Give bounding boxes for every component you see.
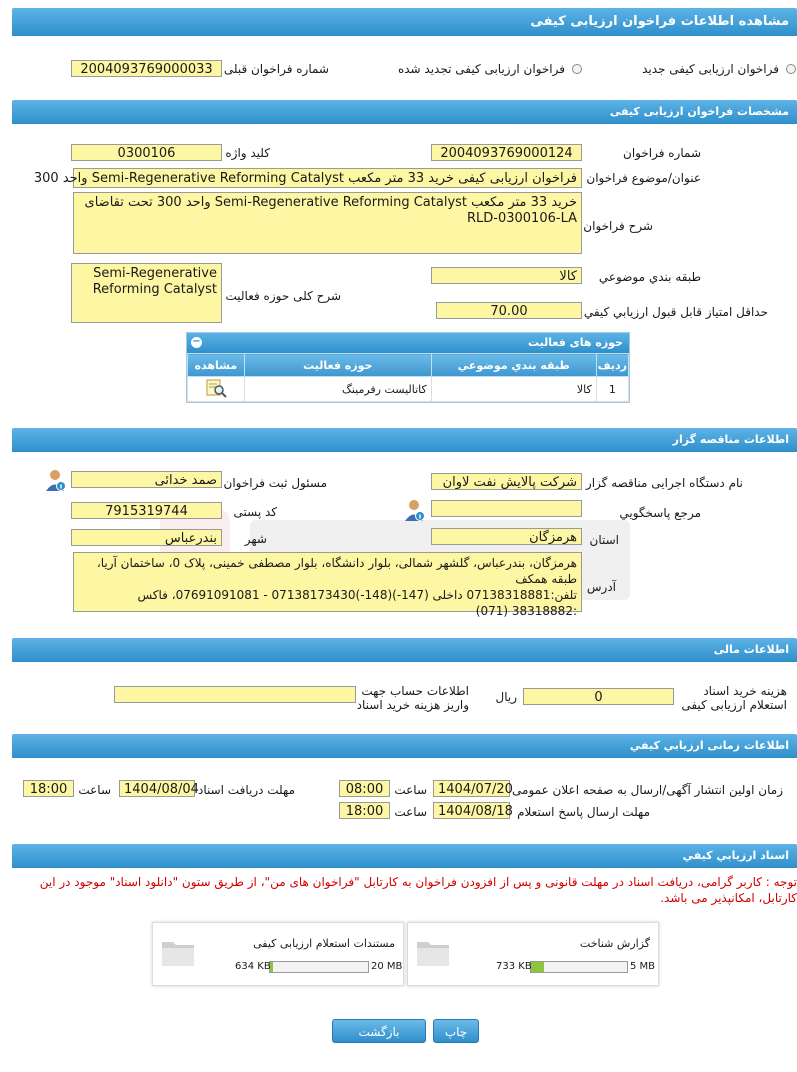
category-field: کالا [431,267,582,284]
col-view: مشاهده [188,354,245,377]
prev-call-number-field: 2004093769000033 [71,60,222,77]
postal-code-field: 7915319744 [71,502,222,519]
folder-icon [416,937,450,967]
table-row [188,377,629,402]
publish-time-label: ساعت [394,783,427,797]
row-activity: کاتالیست رفرمینگ [244,377,431,402]
fee-label-line-2: استعلام ارزیابی کیفی [681,698,787,712]
reply-time-label: ساعت [394,805,427,819]
row-category: کالا [431,377,596,402]
city-label: شهر [244,532,267,546]
call-number-field: 2004093769000124 [431,144,582,161]
address-line-2: تلفن:07138318881 داخلی (147-)(148-)07138173430 - 07691091081، فاکس :38318882 (071) [137,588,577,618]
activity-table-header [187,333,629,353]
account-info-label [357,684,469,712]
file-title: گزارش شناخت [579,937,650,950]
category-label: طبقه بندي موضوعي [598,270,701,284]
file-title: مستندات استعلام ارزیابی کیفی [253,937,395,950]
activity-table [186,332,630,403]
province-field: هرمزگان [431,528,582,545]
min-score-field: 70.00 [436,302,582,319]
receive-deadline-label: مهلت دریافت اسناد [197,783,295,797]
user-info-icon[interactable] [46,469,66,491]
magnifier-document-icon [205,378,227,398]
file-max-size: 5 MB [630,961,656,972]
account-label-line-1: اطلاعات حساب جهت [361,684,469,698]
section-header-finance: اطلاعات مالی [12,638,797,662]
section-header-timing: اطلاعات زمانی ارزيابي کيفي [12,734,797,758]
fee-label [681,684,787,712]
registrar-label: مسئول ثبت فراخوان [223,476,327,490]
call-number-label: شماره فراخوان [623,146,701,160]
address-field [73,552,582,618]
publish-time-field: 08:00 [339,780,390,797]
currency-label: ریال [495,690,517,704]
postal-code-label: کد پستی [233,505,277,519]
reply-time-field: 18:00 [339,802,390,819]
subject-field: فراخوان ارزیابی کیفی خرید 33 متر مکعب Semi-Regenerative Reforming Catalyst واحد 300 [73,168,582,188]
col-activity: حوزه فعالیت [244,354,431,377]
description-label: شرح فراخوان [583,219,653,233]
activity-scope-field: Semi-Regenerative Reforming Catalyst [71,263,222,323]
file-card-inquiry-documents[interactable] [152,922,404,986]
folder-icon [161,937,195,967]
reference-field [431,500,582,517]
docs-notice: توجه : کاربر گرامی، دریافت اسناد در مهلت قانونی و پس از افزودن فراخوان به کارتابل "فراخوان های من"، از طریق ستون "دانلود اسناد" موجود در این کارتابل، امکانپذیر می باشد. [39,875,797,905]
collapse-icon[interactable]: − [192,336,201,347]
account-info-field [114,686,356,703]
province-label: استان [589,533,619,547]
publish-label: زمان اولین انتشار آگهی/ارسال به صفحه اعلان عمومی [512,783,783,797]
radio-renewed-call[interactable] [572,64,582,74]
view-button[interactable] [188,377,245,402]
prev-call-number-label: شماره فراخوان قبلی [223,62,329,76]
user-info-icon[interactable] [405,499,425,521]
receive-time-label: ساعت [78,783,111,797]
reference-label: مرجع پاسخگويي [619,506,701,520]
col-index: رديف [596,354,628,377]
description-field: خرید 33 متر مکعب Semi-Regenerative Reforming Catalyst واحد 300 تحت تقاضای RLD-0300106-LA [73,192,582,254]
address-label: آدرس [586,580,616,594]
publish-date-field: 1404/07/20 [433,780,510,797]
reply-deadline-label: مهلت ارسال پاسخ استعلام [517,805,650,819]
registrar-field: صمد خدائی [71,471,222,488]
org-name-label: نام دستگاه اجرایی مناقصه گزار [585,476,743,490]
reply-date-field: 1404/08/18 [433,802,510,819]
keyword-field: 0300106 [71,144,222,161]
file-card-recognition-report[interactable] [407,922,659,986]
col-category: طبقه بندي موضوعي [431,354,596,377]
page-title: مشاهده اطلاعات فراخوان ارزيابی کيفی [12,8,797,36]
radio-new-call-label: فراخوان ارزیابی کیفی جدید [642,62,779,76]
receive-date-field: 1404/08/04 [119,780,195,797]
section-header-specs: مشخصات فراخوان ارزيابی کيفی [12,100,797,124]
city-field: بندرعباس [71,529,222,546]
org-name-field: شرکت پالایش نفت لاوان [431,473,582,490]
account-label-line-2: واریز هزینه خرید اسناد [356,698,469,712]
radio-renewed-call-label: فراخوان ارزیابی کیفی تجدید شده [397,62,565,76]
activity-table-title: حوزه های فعالیت [528,336,623,349]
back-button[interactable]: بازگشت [332,1019,426,1043]
file-size: 733 KB [496,961,532,972]
subject-label: عنوان/موضوع فراخوان [586,171,701,185]
receive-time-field: 18:00 [23,780,74,797]
print-button[interactable]: چاپ [433,1019,479,1043]
section-header-org: اطلاعات مناقصه گزار [12,428,797,452]
min-score-label: حداقل امتیاز قابل قبول ارزيابي کيفي [583,305,768,319]
activity-scope-label: شرح کلی حوزه فعالیت [225,289,341,303]
keyword-label: کلید واژه [225,146,270,160]
section-header-docs: اسناد ارزيابي کيفي [12,844,797,868]
file-progress-bar [530,961,628,973]
address-line-1: هرمزگان، بندرعباس، گلشهر شمالی، بلوار دانشگاه، بلوار مصطفی خمینی، پلاک 0، ساختمان آریا، طبقه همکف [96,556,577,586]
radio-new-call[interactable] [786,64,796,74]
row-index: 1 [596,377,628,402]
file-max-size: 20 MB [371,961,403,972]
file-progress-bar [269,961,369,973]
fee-field: 0 [523,688,674,705]
file-size: 634 KB [235,961,271,972]
fee-label-line-1: هزینه خرید اسناد [703,684,787,698]
file-progress-fill [531,962,544,972]
